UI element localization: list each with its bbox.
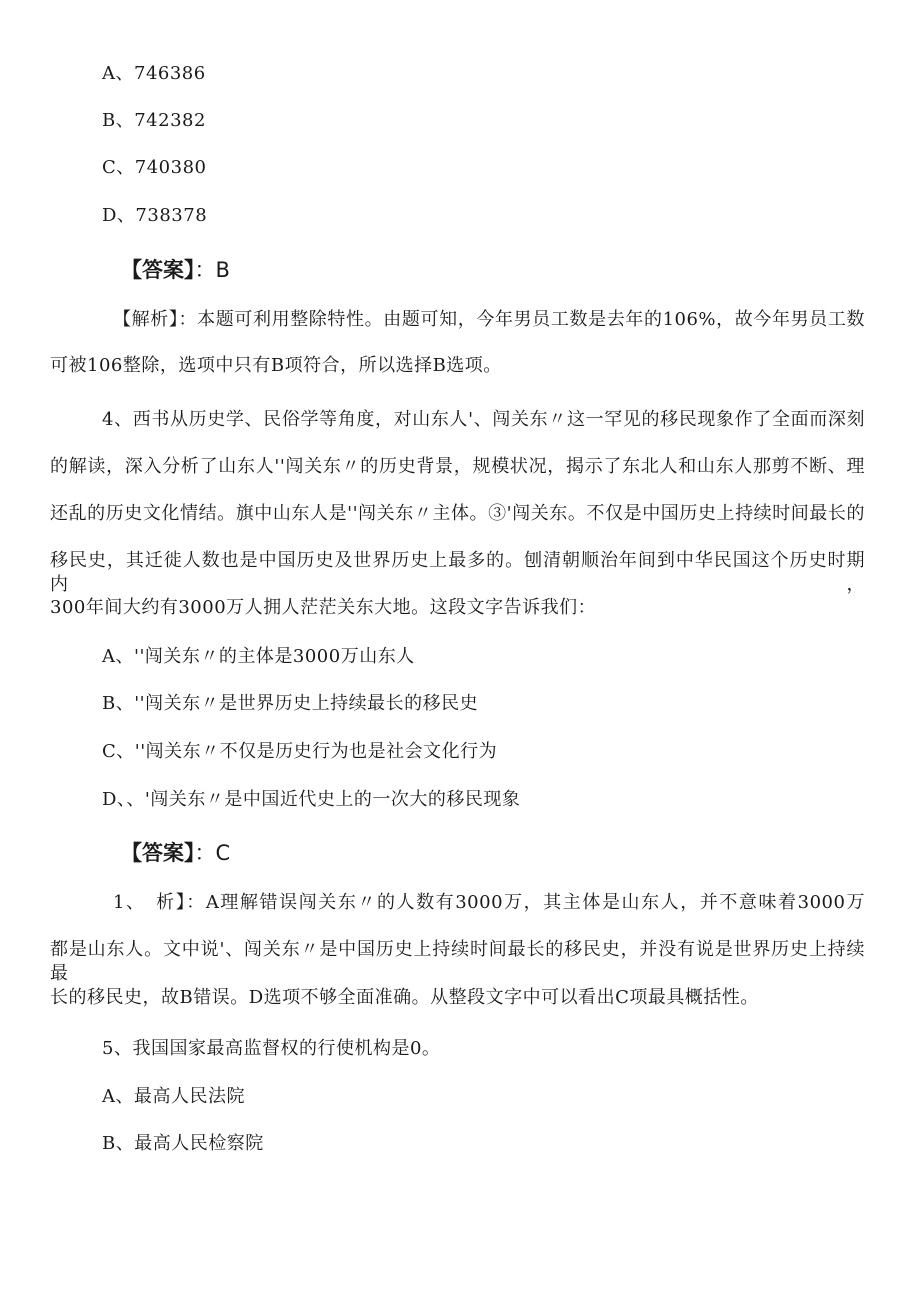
- q3-answer-label: 【答案】: [121, 258, 195, 282]
- q4-stem-line-5: 300年间大约有3000万人拥人茫茫关东大地。这段文字告诉我们：: [50, 597, 597, 618]
- q4-stem-line-4: 移民史，其迁徙人数也是中国历史及世界历史上最多的。刨清朝顺治年间到中华民国这个历史时期内，: [50, 550, 865, 595]
- q3-option-a: A、746386: [102, 63, 206, 84]
- q3-answer: [121, 256, 230, 284]
- q4-stem-line-2: 的解读，深入分析了山东人''闯关东〃的历史背景，规模状况，揭示了东北人和山东人那剪不断、理: [50, 456, 865, 477]
- q4-answer-label: 【答案】: [121, 841, 195, 865]
- q4-analysis-line-3: 长的移民史，故B错误。D选项不够全面准确。从整段文字中可以看出C项最具概括性。: [50, 987, 759, 1008]
- q5-stem: 5、我国国家最高监督权的行使机构是0。: [102, 1038, 441, 1059]
- q5-option-a: A、最高人民法院: [102, 1086, 245, 1107]
- q4-stem-line-1: 4、西书从历史学、民俗学等角度，对山东人'、闯关东〃这一罕见的移民现象作了全面而深刻: [102, 409, 865, 430]
- q3-answer-value: ：B: [194, 258, 230, 282]
- q4-option-c: C、''闯关东〃不仅是历史行为也是社会文化行为: [102, 741, 498, 762]
- q4-answer: [121, 839, 230, 867]
- q4-answer-value: ：C: [194, 841, 231, 865]
- q3-analysis-line-1: 【解析】：本题可利用整除特性。由题可知，今年男员工数是去年的106%，故今年男员工数: [113, 309, 865, 330]
- q4-option-a: A、''闯关东〃的主体是3000万山东人: [102, 646, 415, 667]
- q4-option-b: B、''闯关东〃是世界历史上持续最长的移民史: [102, 693, 479, 714]
- q4-analysis-line-1: 1、 析】：A理解错误闯关东〃的人数有3000万，其主体是山东人，并不意味着3000万: [113, 892, 865, 913]
- q4-stem-line-3: 还乱的历史文化情结。旗中山东人是''闯关东〃主体。③'闯关东。不仅是中国历史上持续时间最长的: [50, 503, 865, 524]
- q4-option-d: D、、'闯关东〃是中国近代史上的一次大的移民现象: [102, 789, 521, 810]
- q4-analysis-line-2: 都是山东人。文中说'、闯关东〃是中国历史上持续时间最长的移民史，并没有说是世界历史上持续最: [50, 939, 865, 984]
- q3-option-c: C、740380: [102, 157, 207, 178]
- q3-option-d: D、738378: [102, 205, 208, 226]
- q3-option-b: B、742382: [102, 110, 206, 131]
- q3-analysis-line-2: 可被106整除，选项中只有B项符合，所以选择B选项。: [50, 355, 502, 376]
- q5-option-b: B、最高人民检察院: [102, 1133, 264, 1154]
